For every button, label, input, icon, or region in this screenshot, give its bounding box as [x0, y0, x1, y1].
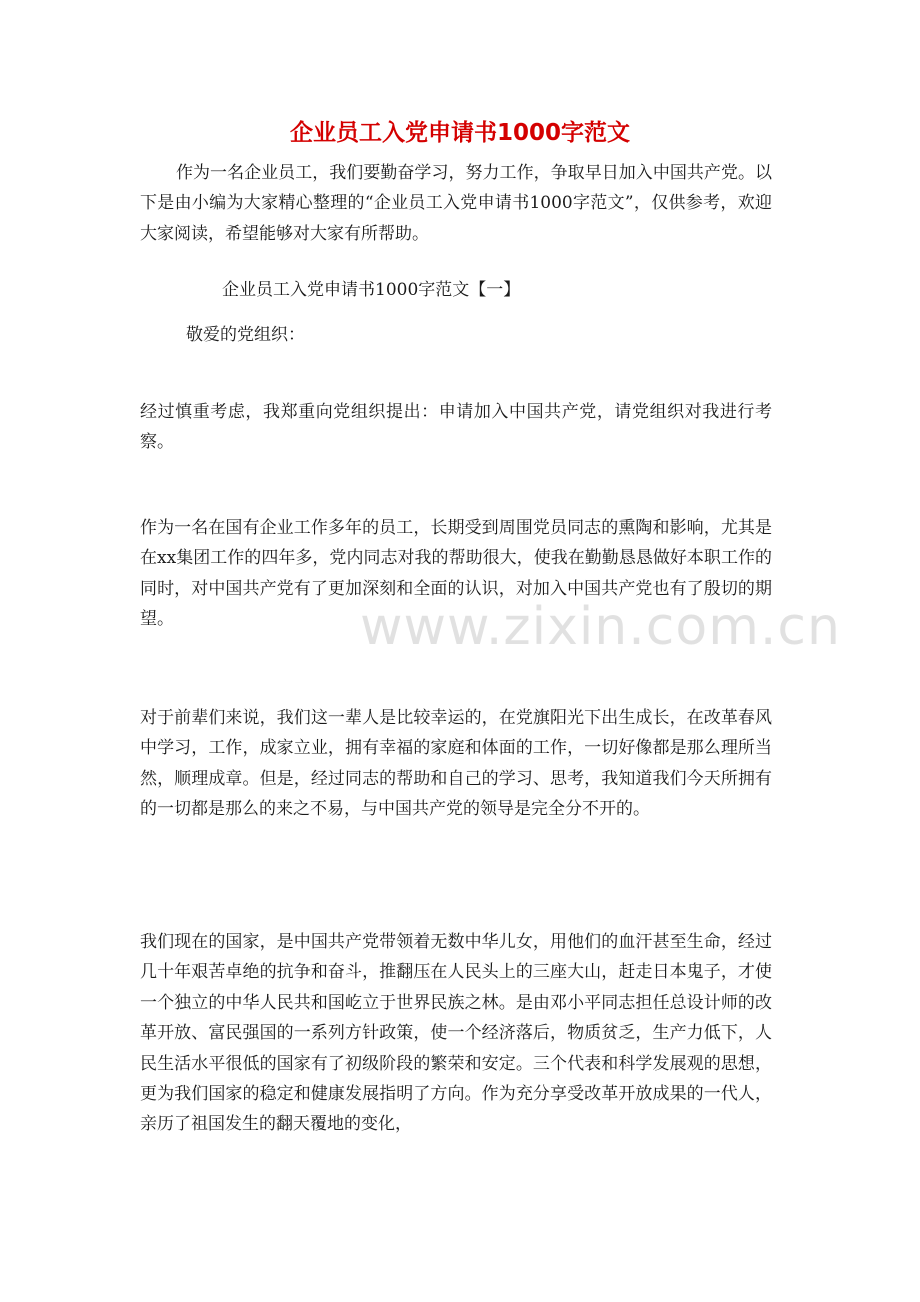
body-paragraph-2: 作为一名在国有企业工作多年的员工，长期受到周围党员同志的熏陶和影响，尤其是在xx集团工作的四年多，党内同志对我的帮助很大，使我在勤勤恳恳做好本职工作的同时，对中国共产党有了更加深刻和全面的认识，对加入中国共产党也有了殷切的期望。 — [140, 518, 772, 630]
body-paragraph-4: 我们现在的国家，是中国共产党带领着无数中华儿女，用他们的血汗甚至生命，经过几十年艰苦卓绝的抗争和奋斗，推翻压在人民头上的三座大山，赶走日本鬼子，才使一个独立的中华人民共和国屹立于世界民族之林。是由邓小平同志担任总设计师的改革开放、富民强国的一系列方针政策，使一个经济落后，物质贫乏，生产力低下，人民生活水平很低的国家有了初级阶段的繁荣和安定。三个代表和科学发展观的思想，更为我们国家的稳定和健康发展指明了方向。作为充分享受改革开放成果的一代人，亲历了祖国发生的翻天覆地的变化， — [140, 932, 772, 1135]
salutation: 敬爱的党组织： — [186, 325, 305, 345]
section-subtitle: 企业员工入党申请书1000字范文【一】 — [222, 280, 521, 300]
document-title: 企业员工入党申请书1000字范文 — [289, 120, 630, 146]
watermark: www.zixin.com.cn — [360, 597, 841, 657]
body-paragraph-1: 经过慎重考虑，我郑重向党组织提出：申请加入中国共产党，请党组织对我进行考察。 — [140, 402, 772, 453]
body-paragraph-3: 对于前辈们来说，我们这一辈人是比较幸运的，在党旗阳光下出生成长，在改革春风中学习，工作，成家立业，拥有幸福的家庭和体面的工作，一切好像都是那么理所当然，顺理成章。但是，经过同志的帮助和自己的学习、思考，我知道我们今天所拥有的一切都是那么的来之不易，与中国共产党的领导是完全分不开的。 — [140, 708, 772, 820]
intro-paragraph: 作为一名企业员工，我们要勤奋学习，努力工作，争取早日加入中国共产党。以下是由小编为大家精心整理的“企业员工入党申请书1000字范文”，仅供参考，欢迎大家阅读，希望能够对大家有所帮助。 — [140, 163, 772, 244]
